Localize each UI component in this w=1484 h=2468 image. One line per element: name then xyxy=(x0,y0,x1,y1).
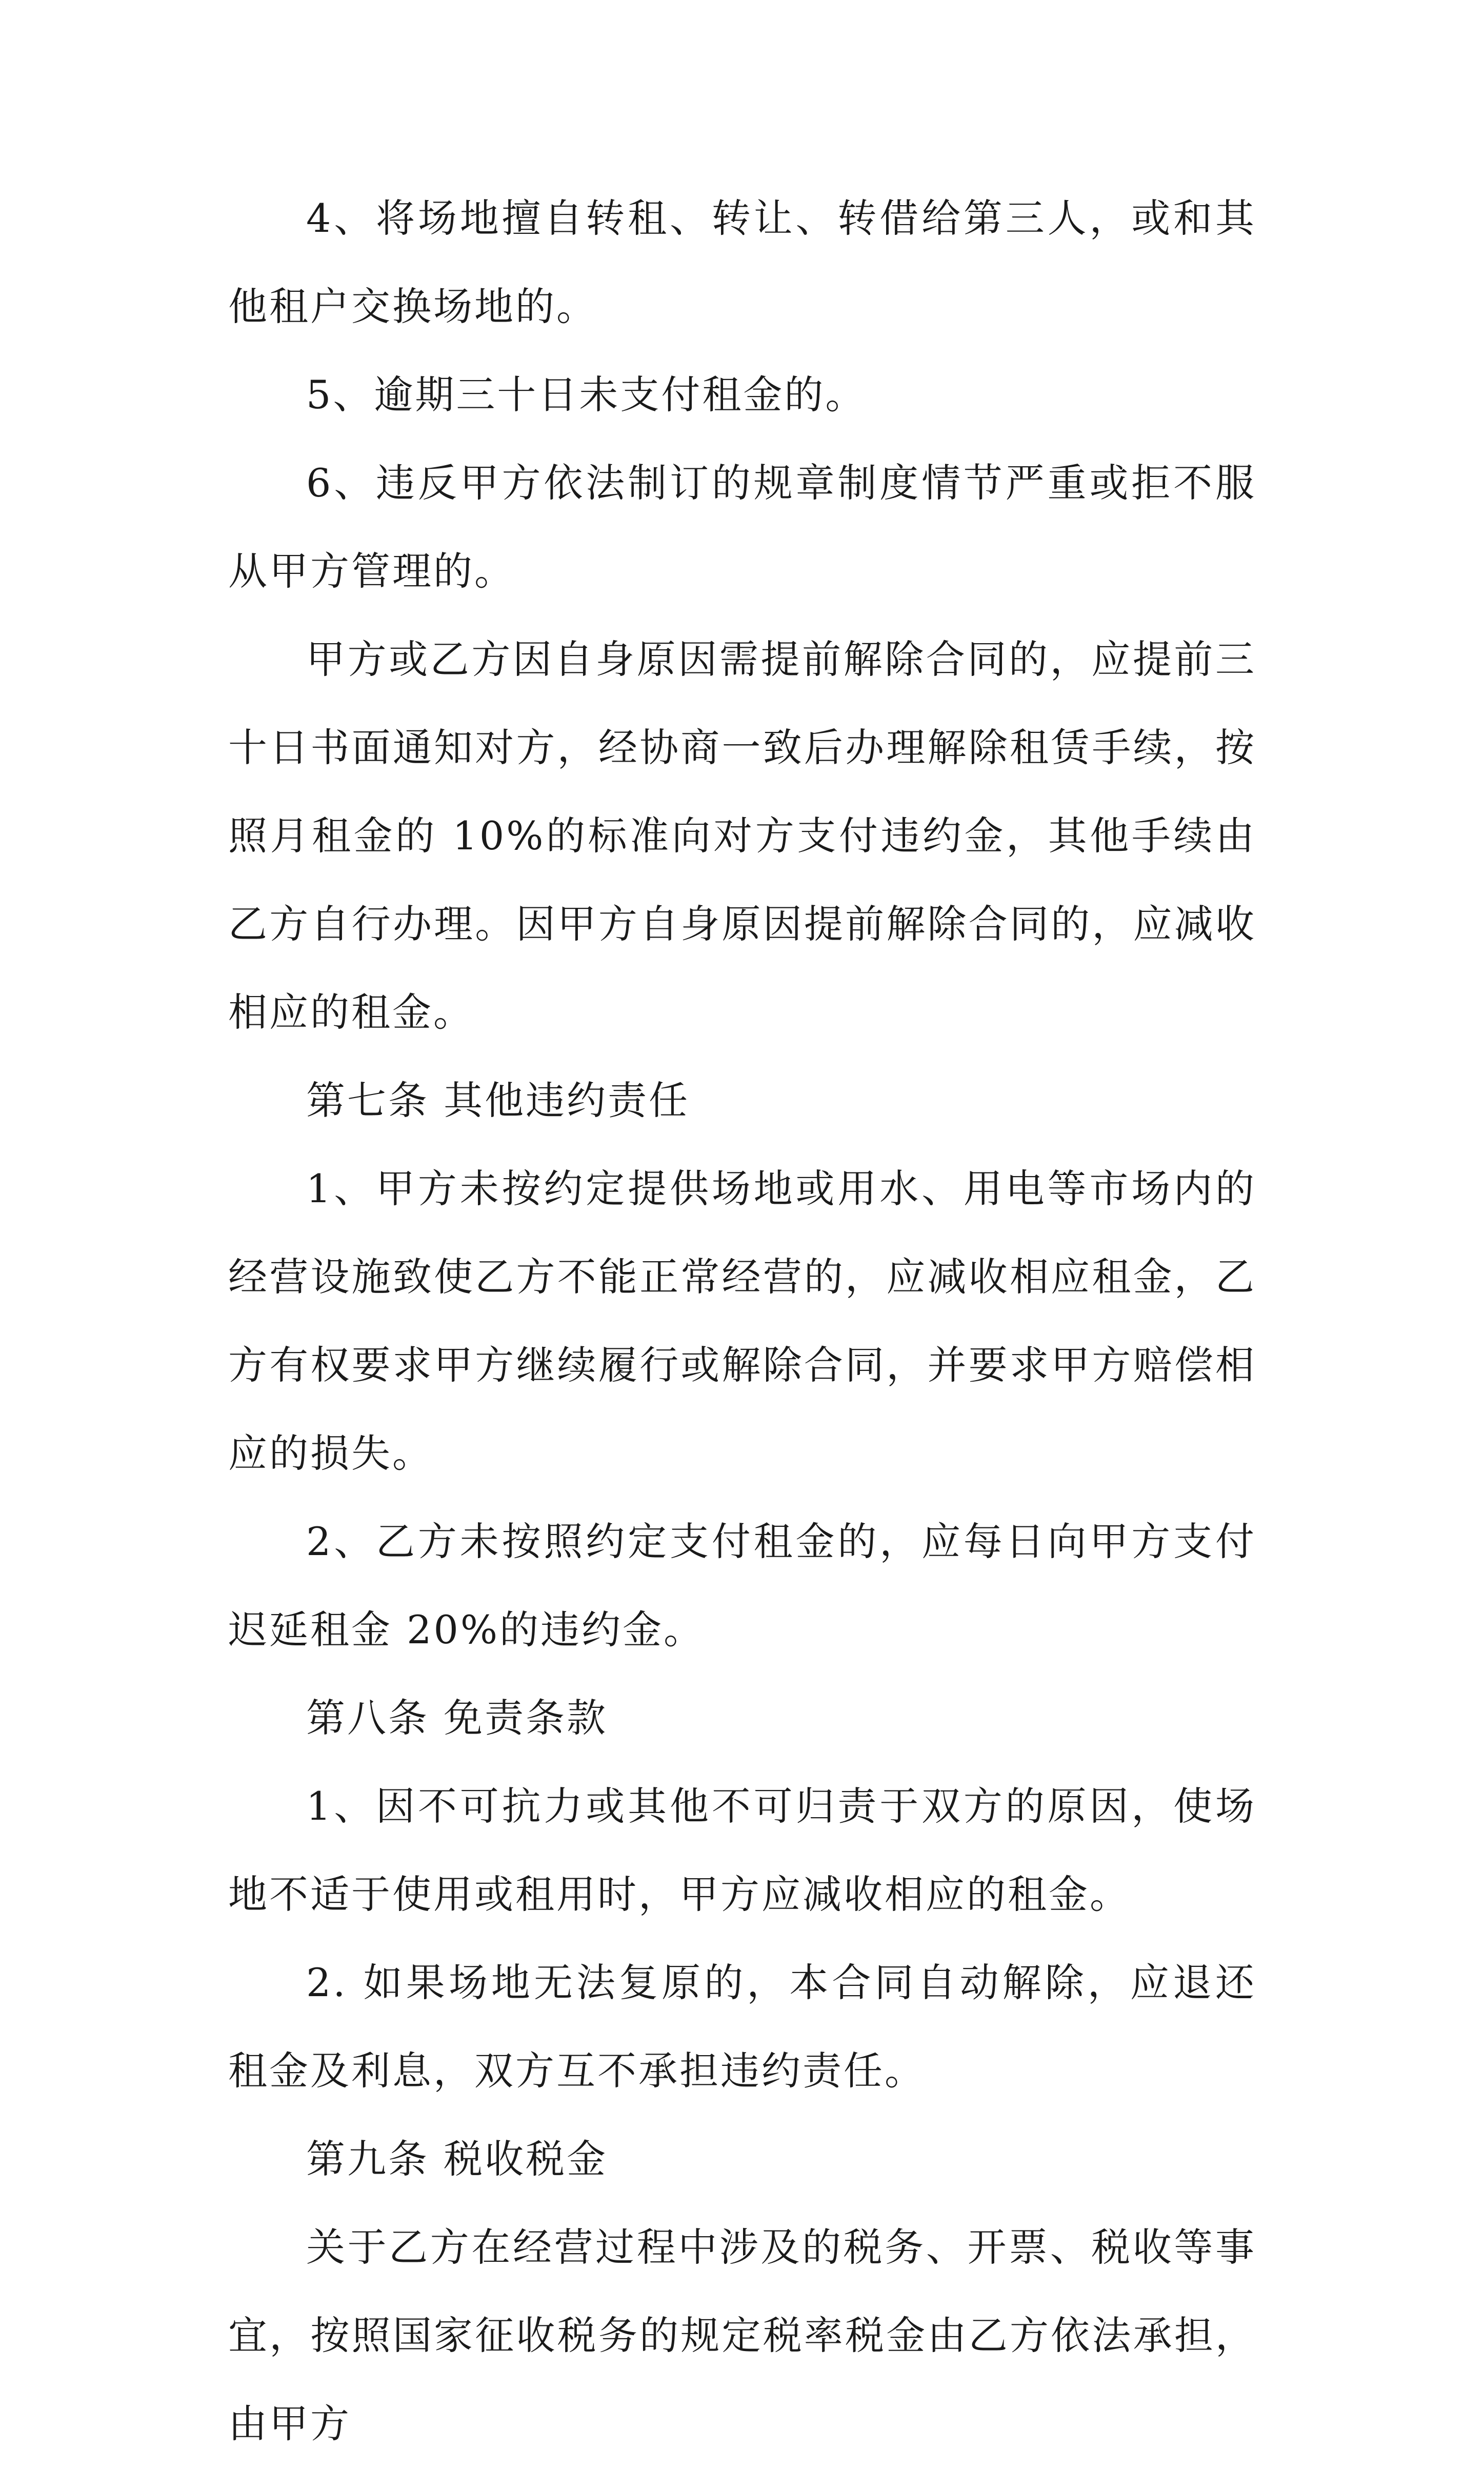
article-7-item-2: 2、乙方未按照约定支付租金的，应每日向甲方支付迟延租金 20%的违约金。 xyxy=(228,1519,1256,1653)
article-9-heading: 第九条 税收税金 xyxy=(306,2136,608,2182)
clause-item-4: 4、将场地擅自转租、转让、转借给第三人，或和其他租户交换场地的。 xyxy=(228,195,1256,329)
article-7-item-1: 1、甲方未按约定提供场地或用水、用电等市场内的经营设施致使乙方不能正常经营的，应减收相应租金，乙方有权要求甲方继续履行或解除合同，并要求甲方赔偿相应的损失。 xyxy=(228,1166,1256,1476)
clause-item-6: 6、违反甲方依法制订的规章制度情节严重或拒不服从甲方管理的。 xyxy=(228,460,1256,594)
article-8-item-2: 2. 如果场地无法复原的，本合同自动解除，应退还租金及利息，双方互不承担违约责任。 xyxy=(228,1960,1256,2094)
article-8-item-1: 1、因不可抗力或其他不可归责于双方的原因，使场地不适于使用或租用时，甲方应减收相应的租金。 xyxy=(228,1783,1256,1917)
clause-item-5: 5、逾期三十日未支付租金的。 xyxy=(306,372,867,417)
early-termination-paragraph: 甲方或乙方因自身原因需提前解除合同的，应提前三十日书面通知对方，经协商一致后办理解除租赁手续，按照月租金的 10%的标准向对方支付违约金，其他手续由乙方自行办理。因甲方自身原因提前解除合同的，应减收相应的租金。 xyxy=(228,636,1256,1035)
article-7-heading: 第七条 其他违约责任 xyxy=(306,1078,690,1123)
article-9-paragraph: 关于乙方在经营过程中涉及的税务、开票、税收等事宜，按照国家征收税务的规定税率税金由乙方依法承担，由甲方 xyxy=(228,2224,1256,2446)
document-body xyxy=(228,174,1256,2468)
article-8-heading: 第八条 免责条款 xyxy=(306,1695,608,1741)
